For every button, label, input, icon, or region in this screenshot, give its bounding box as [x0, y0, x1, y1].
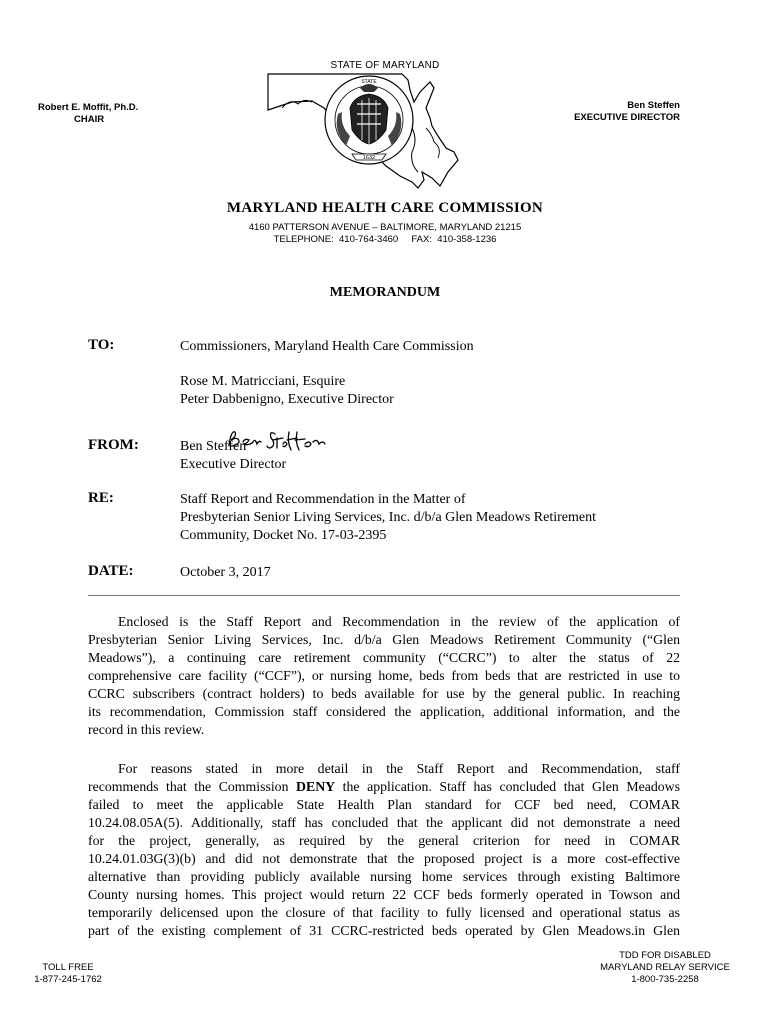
from-name: Ben Steffen	[180, 439, 247, 454]
re-label: RE:	[88, 490, 114, 506]
toll-free-label: TOLL FREE	[42, 962, 94, 973]
p1-line: CCRC subscribers (contract holders) to beds available for use by the general public. In reaching	[88, 686, 680, 701]
p1-line: Enclosed is the Staff Report and Recommendation in the review of the application of	[118, 614, 680, 629]
chair-title: CHAIR	[74, 114, 105, 125]
seal-year-text: 1632	[362, 155, 376, 161]
header-divider	[88, 595, 680, 596]
p1-line: record in this review.	[88, 722, 205, 737]
chair-name: Robert E. Moffit, Ph.D.	[38, 102, 139, 113]
signature-text: Ben Steffen	[225, 424, 230, 425]
handwritten-signature-icon	[225, 424, 335, 454]
to-line-1: Commissioners, Maryland Health Care Commission	[180, 339, 474, 354]
director-block	[560, 100, 680, 124]
body-paragraph-1	[88, 613, 680, 739]
memo-title: MEMORANDUM	[329, 285, 441, 300]
to-line-2: Rose M. Matricciani, Esquire	[180, 374, 346, 389]
p2-line-deny	[88, 778, 680, 796]
tdd-line-2: MARYLAND RELAY SERVICE	[600, 962, 730, 973]
signature	[225, 424, 335, 454]
state-heading: STATE OF MARYLAND	[330, 60, 440, 71]
to-line-3: Peter Dabbenigno, Executive Director	[180, 392, 394, 407]
tdd-block	[588, 950, 742, 986]
toll-free-number: 1-877-245-1762	[34, 974, 102, 985]
seal-top-text: STATE	[361, 79, 377, 85]
p2-post-text: the application. Staff has concluded that Glen Meadows	[335, 779, 680, 794]
date-label: DATE:	[88, 563, 134, 579]
tdd-line-1: TDD FOR DISABLED	[619, 950, 711, 961]
p1-line: its recommendation, Commission staff considered the application, additional information, and the	[88, 704, 680, 719]
tdd-number: 1-800-735-2258	[631, 974, 699, 985]
p2-line: failed to meet the applicable State Health Plan standard for CCF bed need, COMAR	[88, 797, 680, 812]
p2-line: County nursing homes. This project would return 22 CCF beds formerly operated in Towson and	[88, 887, 680, 902]
re-line-2: Presbyterian Senior Living Services, Inc. d/b/a Glen Meadows Retirement	[180, 510, 597, 525]
chair-block	[38, 102, 138, 126]
p2-line: 10.24.01.03G(3)(b) and did not demonstrate that the proposed project is a more cost-effective	[88, 851, 680, 866]
p1-line: Meadows”), a continuing care retirement community (“CCRC”) to alter the status of 22	[88, 650, 680, 665]
p2-line: temporarily delicensed upon the closure of that facility to fully licensed and operational status as	[88, 905, 680, 920]
deny-emphasis: DENY	[296, 779, 336, 794]
toll-free-block	[18, 962, 118, 986]
agency-address-block	[0, 222, 770, 246]
p2-line: 10.24.08.05A(5). Additionally, staff has concluded that the applicant did not demonstrate a need	[88, 815, 680, 830]
from-title: Executive Director	[180, 457, 287, 472]
p2-line: part of the existing complement of 31 CCRC-restricted beds operated by Glen Meadows.in Glen	[88, 923, 680, 938]
p2-line: for the project, generally, as required by the general criterion for need in COMAR	[88, 833, 680, 848]
re-line-1: Staff Report and Recommendation in the Matter of	[180, 492, 466, 507]
agency-name: MARYLAND HEALTH CARE COMMISSION	[226, 200, 544, 216]
director-title: EXECUTIVE DIRECTOR	[574, 112, 680, 123]
re-line-3: Community, Docket No. 17-03-2395	[180, 528, 387, 543]
director-name: Ben Steffen	[627, 100, 680, 111]
maryland-seal-logo	[262, 68, 472, 193]
maryland-map-seal-icon	[262, 68, 472, 193]
agency-phones: TELEPHONE: 410-764-3460 FAX: 410-358-1236	[273, 234, 497, 245]
from-label: FROM:	[88, 437, 139, 453]
p2-line: For reasons stated in more detail in the Staff Report and Recommendation, staff	[118, 761, 680, 776]
memo-date: October 3, 2017	[180, 565, 271, 580]
to-label: TO:	[88, 337, 115, 353]
p2-pre-text: recommends that the Commission	[88, 779, 297, 794]
p1-line: comprehensive care facility (“CCF”), or nursing home, beds from beds that are restricted in use to	[88, 668, 680, 683]
agency-address: 4160 PATTERSON AVENUE – BALTIMORE, MARYLAND 21215	[248, 222, 522, 233]
body-paragraph-2	[88, 760, 680, 940]
p2-line: alternative than providing publicly available nursing home services through existing Baltimore	[88, 869, 680, 884]
p1-line: Presbyterian Senior Living Services, Inc. d/b/a Glen Meadows Retirement Community (“Glen	[88, 632, 680, 647]
